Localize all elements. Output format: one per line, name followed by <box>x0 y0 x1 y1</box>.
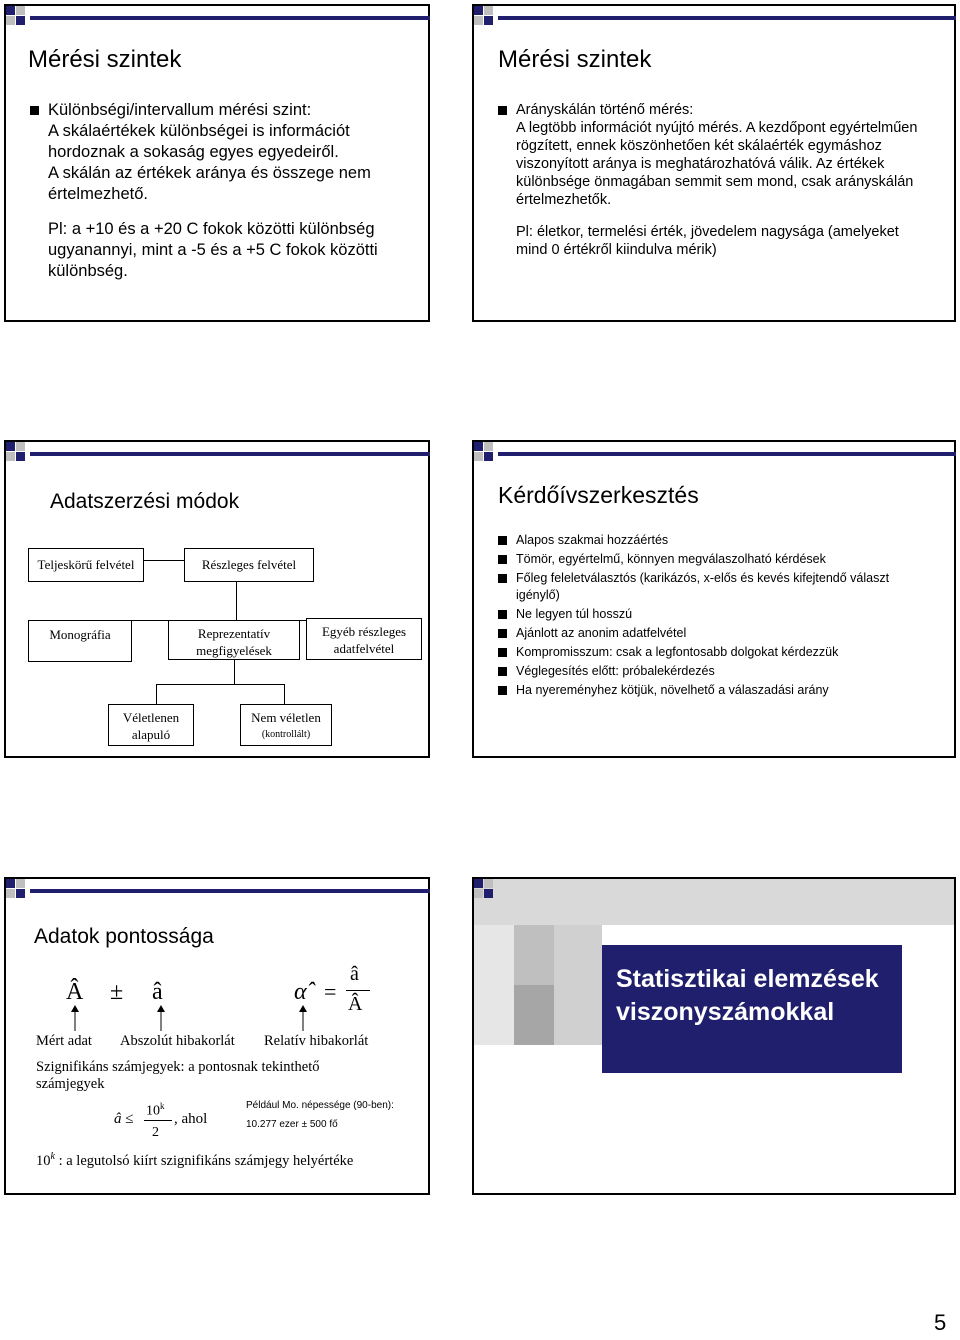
formula-frac-num: â <box>350 963 359 985</box>
last-base: 10 <box>36 1152 51 1169</box>
box-nemveletlen-label: Nem véletlen <box>251 710 321 725</box>
last-text: : a legutolsó kiírt szignifikáns számjegy helyértéke <box>58 1152 354 1169</box>
ineq-den: 2 <box>152 1125 159 1140</box>
list-item: Alapos szakmai hozzáértés <box>498 532 898 549</box>
formula-alpha-hat: α̂ <box>294 979 307 1005</box>
last-exp: k <box>50 1151 55 1162</box>
list-item: Főleg feleletválasztós (karikázós, x-elős és kevés kifejtendő választ igénylő) <box>498 570 898 604</box>
formula-frac-den: Â <box>348 993 363 1015</box>
ineq-num-base: 10 <box>146 1103 160 1119</box>
body-sentences: A kezdőpont egyértelműen rögzített, ennek köszönhetően két skálaérték egymáshoz viszonyított aránya is meghatározhatóvá válik. Az értékek különbsége önmagában semmit sem mond, csak arányskálán értelmezhetők. <box>516 120 918 208</box>
paragraph: Pl: életkor, termelési érték, jövedelem nagysága (amelyeket mind 0 értékről kiindulva mérik) <box>516 224 899 258</box>
box-reszleges: Részleges felvétel <box>184 548 314 582</box>
ineq-num-exp: k <box>160 1101 165 1111</box>
paragraph: A skálaértékek különbségei is információt hordoznak a sokaság egyes egyedeiről. <box>48 122 350 161</box>
slide-title: Statisztikai elemzések viszonyszámokkal <box>616 965 879 1026</box>
slide-title: Adatok pontossága <box>34 925 214 948</box>
lead-sentence: A legtöbb információt nyújtó mérés. <box>516 120 743 136</box>
label-absz: Abszolút hibakorlát <box>120 1033 235 1049</box>
box-monografia: Monográfia <box>28 620 132 662</box>
paragraph: A skálán az értékek aránya és összege nem értelmezhető. <box>48 164 371 203</box>
box-nemveletlen <box>240 704 332 746</box>
ineq-num <box>146 1101 165 1120</box>
bullet-heading: Különbségi/intervallum mérési szint: <box>30 100 420 121</box>
ineq-lhs: â ≤ <box>114 1111 134 1127</box>
box-reprezentativ: Reprezentatív megfigyelések <box>168 620 300 660</box>
formula-pm: ± <box>110 979 124 1005</box>
slide-6 <box>472 877 956 1195</box>
list-item: Kompromisszum: csak a legfontosabb dolgokat kérdezzük <box>498 644 898 661</box>
box-veletlen: Véletlenen alapuló <box>108 704 194 746</box>
page-number: 5 <box>934 1310 947 1335</box>
paragraph: Pl: a +10 és a +20 C fokok közötti különbség ugyanannyi, mint a -5 és a +5 C fokok közötti különbség. <box>48 220 378 280</box>
arrow-up-icon <box>296 1005 310 1031</box>
label-mert: Mért adat <box>36 1033 92 1049</box>
arrow-up-icon <box>154 1005 168 1031</box>
box-nemveletlen-sub: (kontrollált) <box>261 729 311 740</box>
label-rel: Relatív hibakorlát <box>264 1033 369 1049</box>
formula-eq: = <box>324 979 337 1004</box>
pelda-line-2: 10.277 ezer ± 500 fő <box>246 1119 338 1130</box>
mosaic-band <box>474 925 602 1045</box>
slide-title: Adatszerzési módok <box>50 490 240 513</box>
slide-5 <box>4 877 430 1195</box>
slide-title: Mérési szintek <box>28 46 182 73</box>
list-item: Tömör, egyértelmű, könnyen megválaszolható kérdések <box>498 551 898 568</box>
corner-decoration <box>2 438 62 498</box>
last-line <box>36 1151 353 1170</box>
list-item: Véglegesítés előtt: próbalekérdezés <box>498 663 898 680</box>
slide-4 <box>472 440 956 758</box>
list-item: Ha nyereményhez kötjük, növelhető a válaszadási arány <box>498 682 898 699</box>
box-teljeskoru: Teljeskörű felvétel <box>28 548 144 582</box>
bullet-list <box>498 532 898 701</box>
list-item: Ne legyen túl hosszú <box>498 606 898 623</box>
paragraph <box>498 119 928 209</box>
arrow-up-icon <box>68 1005 82 1031</box>
slide-3 <box>4 440 430 758</box>
list-item: Ajánlott az anonim adatfelvétel <box>498 625 898 642</box>
top-gray-band <box>474 879 954 925</box>
box-egyeb: Egyéb részleges adatfelvétel <box>306 618 422 660</box>
bullet-heading: Arányskálán történő mérés: <box>498 101 928 119</box>
slide-1 <box>4 4 430 322</box>
formula-a-hat: â <box>152 979 163 1005</box>
szignifikans-text: Szignifikáns számjegyek: a pontosnak tekinthető számjegyek <box>36 1059 320 1092</box>
ineq-tail: , ahol <box>174 1111 208 1127</box>
slide-2 <box>472 4 956 322</box>
slide-title: Kérdőívszerkesztés <box>498 482 699 508</box>
slide-title: Mérési szintek <box>498 46 652 73</box>
formula-A-hat: Â <box>66 979 84 1005</box>
pelda-line-1: Például Mo. népessége (90-ben): <box>246 1100 394 1111</box>
